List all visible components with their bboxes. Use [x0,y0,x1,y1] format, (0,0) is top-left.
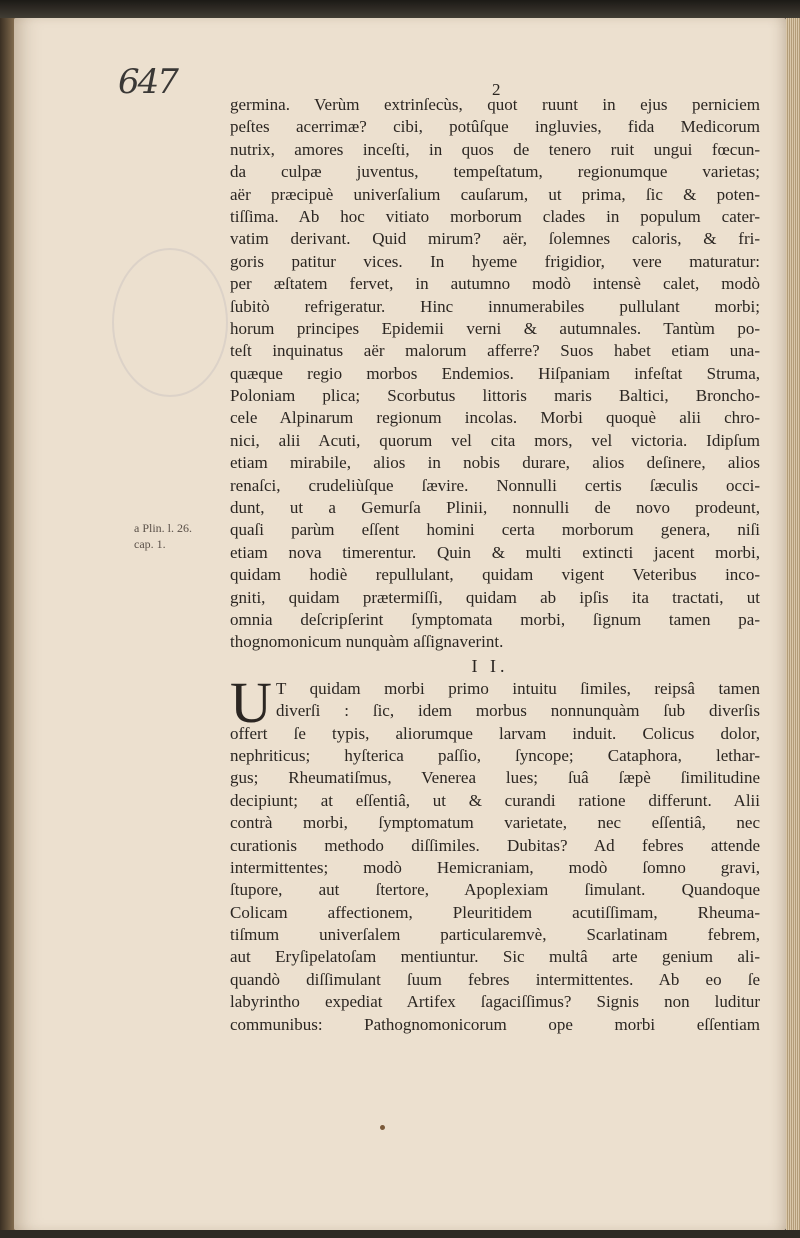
text-line: Poloniam plica; Scorbutus littoris maris Baltici, Broncho- [230,386,760,406]
text-line: gus; Rheumatiſmus, Venerea lues; ſuâ ſæpè ſimilitudine [230,768,760,788]
text-line: etiam nova timerentur. Quin & multi extincti jacent morbi, [230,542,760,562]
margin-note [134,520,224,552]
text-line: cele Alpinarum regionum incolas. Morbi quoquè alii chro- [230,408,760,428]
text-line: peſtes acerrimæ? cibi, potûſque ingluvies, fida Medicorum [230,117,760,137]
text-line: germina. Verùm extrinſecùs, quot ruunt in ejus perniciem [230,95,760,114]
margin-note-line: cap. 1. [134,537,166,551]
text-line: gniti, quidam prætermiſſi, quidam ab ipſis ita tractati, ut [230,587,760,607]
text-line: quidam hodiè repullulant, quidam vigent Veteribus inco- [230,565,760,585]
text-line: horum principes Epidemii verni & autumnales. Tantùm po- [230,318,760,338]
page-edges [786,18,800,1230]
ink-spot [380,1125,385,1130]
handwritten-number: 647 [118,62,177,102]
text-line: dunt, ut a Gemurſa Plinii, nonnulli de novo prodeunt, [230,498,760,518]
text-line: per æſtatem fervet, in autumno modò intensè calet, modò [230,274,760,294]
text-line: tiſmum univerſalem particularemvè, Scarlatinam febrem, [230,925,760,945]
text-line: ſtupore, aut ſtertore, Apoplexiam ſimulant. Quandoque [230,880,760,900]
text-line: curationis methodo diſſimiles. Dubitas? Ad febres attende [230,835,760,855]
section-number: I I. [471,655,509,676]
text-line: intermittentes; modò Hemicraniam, modò ſomno gravi, [230,857,760,877]
text-line: contrà morbi, ſymptomatum varietate, nec eſſentiâ, nec [230,813,760,833]
text-line: T quidam morbi primo intuitu ſimiles, reipsâ tamen [276,678,760,698]
text-line: da culpæ juventus, tempeſtatum, regionumque varietas; [230,162,760,182]
text-line: quandò diſſimulant ſuum febres intermittentes. Ab eo ſe [230,969,760,989]
text-line: labyrintho expediat Artifex ſagaciſſimus? Signis non luditur [230,992,760,1012]
text-line: renaſci, crudeliùſque ſævire. Nonnulli certis ſæculis occi- [230,475,760,495]
paragraph-2 [230,669,760,1036]
text-line: ſubitò refrigeratur. Hinc innumerabiles pullulant morbi; [230,296,760,316]
text-line: goris patitur vices. In hyeme frigidior, vere maturatur: [230,251,760,271]
text-line: teſt inquinatus aër malorum afferre? Suos habet etiam una- [230,341,760,361]
paragraph-1 [230,94,760,654]
text-line: quaſi parùm eſſent homini certa morborum genera, niſi [230,520,760,540]
text-body [230,94,760,1036]
drop-cap: U [230,669,272,735]
faded-library-stamp [112,248,228,397]
page-number: 2 [492,80,501,99]
text-line: offert ſe typis, aliorumque larvam induit. Colicus dolor, [230,723,760,743]
text-line: nutrix, amores inceſti, in quos de tenero ruit ungui fœcun- [230,139,760,159]
margin-note-line: a Plin. l. 26. [134,521,193,535]
text-line: aër præcipuè univerſalium cauſarum, ut prima, ſic & poten- [230,184,760,204]
text-line: tiſſima. Ab hoc vitiato morborum clades in populum cater- [230,206,760,226]
text-line: communibus: Pathognomonicorum ope morbi eſſentiam [230,1014,760,1034]
text-line: nephriticus; hyſterica paſſio, ſyncope; Cataphora, lethar- [230,745,760,765]
text-line: nici, alii Acuti, quorum vel cita mors, vel victoria. Idipſum [230,430,760,450]
text-line: etiam mirabile, alios in nobis durare, alios deſinere, alios [230,453,760,473]
text-line: vatim derivant. Quid mirum? aër, ſolemnes caloris, & fri- [230,229,760,249]
text-line: thognomonicum nunquàm aſſignaverint. [230,632,504,652]
text-line: diverſi : ſic, idem morbus nonnunquàm ſub diverſis [276,701,760,721]
text-line: Colicam affectionem, Pleuritidem acutiſſimam, Rheuma- [230,902,760,922]
text-line: quæque regio morbos Endemios. Hiſpaniam infeſtat Struma, [230,363,760,383]
text-line: aut Eryſipelatoſam mentiuntur. Sic multâ arte genium ali- [230,947,760,967]
text-line: decipiunt; at eſſentiâ, ut & curandi ratione differunt. Alii [230,790,760,810]
text-line: omnia deſcripſerint ſymptomata morbi, ſignum tamen pa- [230,609,760,629]
